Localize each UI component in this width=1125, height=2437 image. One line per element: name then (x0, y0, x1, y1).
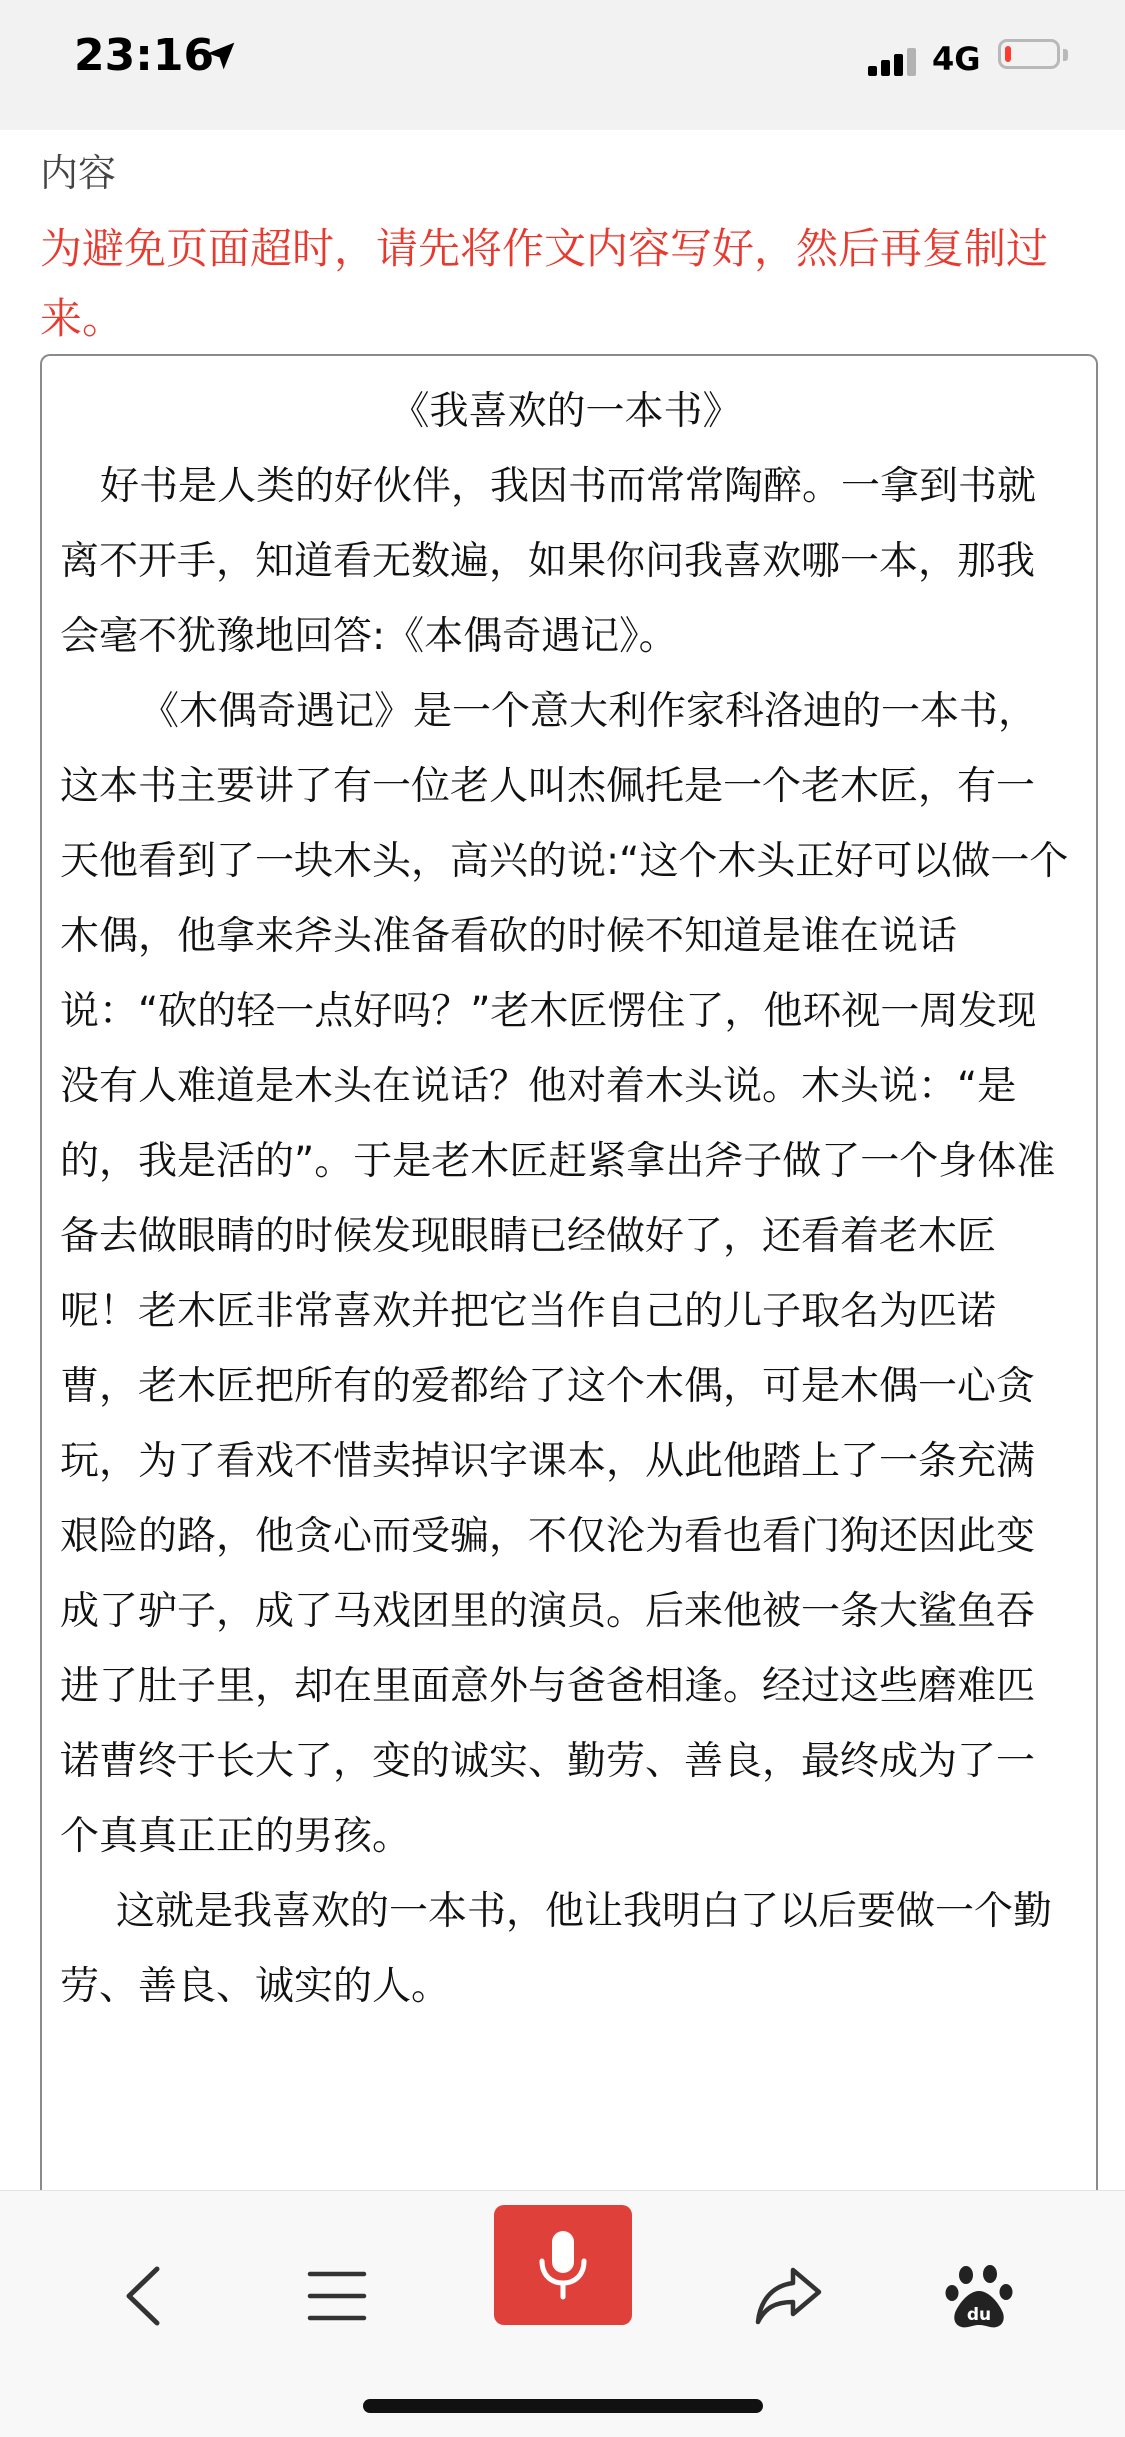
network-type: 4G (932, 40, 981, 78)
voice-input-button[interactable] (494, 2205, 632, 2325)
essay-paragraph: 好书是人类的好伙伴，我因书而常常陶醉。一拿到书就离不开手，知道看无数遍，如果你问我喜欢哪一本，那我会毫不犹豫地回答:《本偶奇遇记》。 (60, 464, 1037, 659)
timeout-notice: 为避免页面超时，请先将作文内容写好，然后再复制过来。 (40, 224, 1049, 343)
content-label: 内容 (40, 151, 117, 195)
content-textarea[interactable] (40, 354, 1098, 2254)
back-button[interactable] (90, 2241, 200, 2351)
svg-text:du: du (966, 2305, 992, 2325)
microphone-icon (536, 2229, 590, 2301)
status-time: 23:16 (74, 30, 215, 81)
battery-icon (998, 39, 1060, 69)
home-indicator[interactable] (363, 2399, 763, 2413)
essay-title: 《我喜欢的一本书》 (390, 389, 742, 434)
baidu-paw-icon (944, 2261, 1014, 2331)
location-arrow-icon (205, 40, 237, 72)
menu-button[interactable] (282, 2241, 392, 2351)
baidu-button[interactable] (924, 2241, 1034, 2351)
essay-paragraph: 这就是我喜欢的一本书，他让我明白了以后要做一个勤劳、善良、诚实的人。 (60, 1889, 1053, 2009)
share-button[interactable] (734, 2241, 844, 2351)
menu-icon (307, 2268, 367, 2324)
signal-icon (868, 44, 920, 76)
essay-text (60, 374, 1072, 2024)
battery-level (1005, 46, 1011, 62)
chevron-left-icon (115, 2261, 175, 2331)
essay-paragraph: 《木偶奇遇记》是一个意大利作家科洛迪的一本书，这本书主要讲了有一位老人叫杰佩托是一个老木匠，有一天他看到了一块木头，高兴的说:“这个木头正好可以做一个木偶，他拿来斧头准备看砍的时候不知道是谁在说话说：“砍的轻一点好吗？”老木匠愣住了，他环视一周发现没有人难道是木头在说话？他对着木头说。木头说：“是的，我是活的”。于是老木匠赶紧拿出斧子做了一个身体准备去做眼睛的时候发现眼睛已经做好了，还看着老木匠呢！老木匠非常喜欢并把它当作自己的儿子取名为匹诺曹，老木匠把所有的爱都给了这个木偶，可是木偶一心贪玩，为了看戏不惜卖掉识字课本，从此他踏上了一条充满艰险的路，他贪心而受骗，不仅沦为看也看门狗还因此变成了驴子，成了马戏团里的演员。后来他被一条大鲨鱼吞进了肚子里，却在里面意外与爸爸相逢。经过这些磨难匹诺曹终于长大了，变的诚实、勤劳、善良，最终成为了一个真真正正的男孩。 (60, 689, 1069, 1859)
battery-cap (1063, 49, 1068, 61)
status-bar (0, 0, 1125, 130)
share-icon (753, 2264, 825, 2328)
